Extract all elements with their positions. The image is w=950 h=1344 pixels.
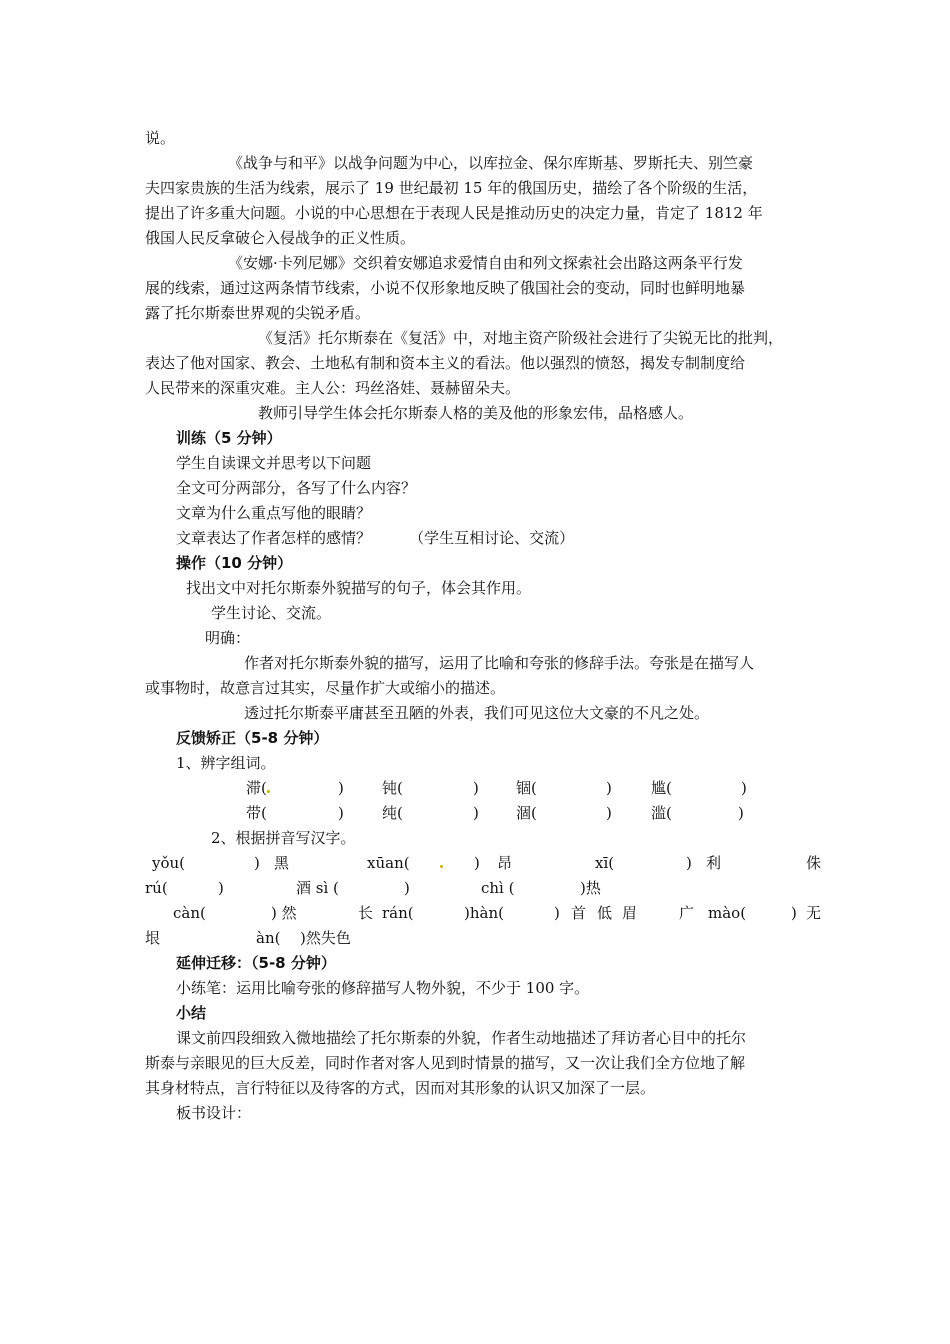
pinyin-row [0, 853, 950, 873]
text-line: 找出文中对托尔斯泰外貌描写的句子，体会其作用。 [186, 579, 532, 597]
text-line: 1、辨字组词。 [176, 754, 276, 772]
section-heading: 反馈矫正（5-8 分钟） [176, 729, 329, 747]
pinyin-item: 昂 [497, 854, 513, 872]
pinyin-item: àn( [256, 929, 281, 947]
pinyin-item: ) [686, 854, 692, 872]
text-line: 作者对托尔斯泰外貌的描写，运用了比喻和夸张的修辞手法。夸张是在描写人 [244, 654, 755, 672]
pinyin-item: ) [404, 879, 410, 897]
pinyin-item: ) 然 [271, 904, 297, 922]
text-line: 夫四家贵族的生活为线索，展示了 19 世纪最初 15 年的俄国历史，描绘了各个阶级的生活， [145, 179, 758, 197]
section-heading: 小结 [176, 1004, 207, 1022]
annotation-dot [440, 865, 443, 868]
word-group-row [0, 803, 950, 823]
pinyin-item: )热 [580, 879, 601, 897]
word-item: ) [473, 804, 479, 822]
text-line: 全文可分两部分，各写了什么内容？ [176, 479, 417, 497]
text-line: 提出了许多重大问题。小说的中心思想在于表现人民是推动历史的决定力量，肯定了 1812 年 [145, 204, 763, 222]
word-item: 锢( [516, 779, 537, 797]
word-item: 钝( [382, 779, 403, 797]
pinyin-item: 酒 sì ( [296, 879, 339, 897]
pinyin-item: ) [254, 854, 260, 872]
section-heading: 延伸迁移：（5-8 分钟） [176, 954, 336, 972]
pinyin-item: 无 [806, 904, 822, 922]
word-item: 尴( [651, 779, 672, 797]
pinyin-item: ) [554, 904, 560, 922]
word-item: 纯( [382, 804, 403, 822]
word-item: 带( [246, 804, 267, 822]
pinyin-item: 侏 [806, 854, 822, 872]
annotation-dot [267, 790, 270, 793]
pinyin-item: 黑 [274, 854, 290, 872]
text-line: 俄国人民反拿破仑入侵战争的正义性质。 [145, 229, 416, 247]
text-line: 《复活》托尔斯泰在《复活》中，对地主资产阶级社会进行了尖锐无比的批判， [258, 329, 784, 347]
text-line: 露了托尔斯泰世界观的尖锐矛盾。 [145, 304, 371, 322]
pinyin-item: 垠 [145, 929, 161, 947]
word-item: 涸( [516, 804, 537, 822]
text-line: 《安娜·卡列尼娜》交织着安娜追求爱情自由和列文探索社会出路这两条平行发 [228, 254, 743, 272]
text-line: 2、根据拼音写汉字。 [211, 829, 356, 847]
word-item: ) [606, 804, 612, 822]
pinyin-item: yǒu( [152, 854, 186, 872]
word-item: ) [738, 804, 744, 822]
pinyin-item: mào( [708, 904, 747, 922]
pinyin-item: ) [218, 879, 224, 897]
pinyin-row [0, 903, 950, 923]
pinyin-row [0, 928, 950, 948]
pinyin-item: rú( [145, 879, 168, 897]
pinyin-item: 广 [679, 904, 695, 922]
pinyin-item: )然失色 [300, 929, 351, 947]
word-item: ) [606, 779, 612, 797]
text-line: 学生讨论、交流。 [211, 604, 332, 622]
text-line: 小练笔：运用比喻夸张的修辞描写人物外貌，不少于 100 字。 [176, 979, 590, 997]
word-item: ) [741, 779, 747, 797]
section-heading: 训练（5 分钟） [176, 429, 282, 447]
text-line: 文章为什么重点写他的眼睛？ [176, 504, 372, 522]
text-line: 明确： [205, 629, 251, 647]
pinyin-item: 眉 [622, 904, 638, 922]
pinyin-item: )hàn( [464, 904, 504, 922]
text-line: 表达了他对国家、教会、土地私有制和资本主义的看法。他以强烈的愤怒，揭发专制制度给 [145, 354, 746, 372]
word-item: ) [473, 779, 479, 797]
text-line: 学生自读课文并思考以下问题 [176, 454, 372, 472]
pinyin-item: 长 [358, 904, 374, 922]
pinyin-item: 利 [706, 854, 722, 872]
pinyin-item: ) [791, 904, 797, 922]
word-item: 滞( [246, 779, 267, 797]
text-line: 斯泰与亲眼见的巨大反差，同时作者对客人见到时情景的描写，又一次让我们全方位地了解 [145, 1054, 746, 1072]
text-line: 透过托尔斯泰平庸甚至丑陋的外表，我们可见这位大文豪的不凡之处。 [244, 704, 710, 722]
pinyin-item: rán( [382, 904, 414, 922]
pinyin-item: xūan( [367, 854, 410, 872]
pinyin-item: 首 [571, 904, 587, 922]
text-line: 板书设计： [176, 1104, 252, 1122]
pinyin-item: ) [474, 854, 480, 872]
text-line: 说。 [145, 129, 176, 147]
section-heading: 操作（10 分钟） [176, 554, 293, 572]
pinyin-item: càn( [173, 904, 206, 922]
text-line: 人民带来的深重灾难。主人公：玛丝洛娃、聂赫留朵夫。 [145, 379, 521, 397]
text-line: 展的线索，通过这两条情节线索，小说不仅形象地反映了俄国社会的变动，同时也鲜明地暴 [145, 279, 746, 297]
word-group-row [0, 778, 950, 798]
word-item: ) [338, 779, 344, 797]
text-line: 其身材特点，言行特征以及待客的方式，因而对其形象的认识又加深了一层。 [145, 1079, 656, 1097]
text-line: 教师引导学生体会托尔斯泰人格的美及他的形象宏伟，品格感人。 [258, 404, 694, 422]
text-line: 文章表达了作者怎样的感情？ （学生互相讨论、交流） [176, 529, 575, 547]
pinyin-row [0, 878, 950, 898]
pinyin-item: chì ( [481, 879, 515, 897]
text-line: 或事物时，故意言过其实，尽量作扩大或缩小的描述。 [145, 679, 506, 697]
word-item: ) [338, 804, 344, 822]
word-item: 滥( [651, 804, 672, 822]
text-line: 课文前四段细致入微地描绘了托尔斯泰的外貌，作者生动地描述了拜访者心目中的托尔 [176, 1029, 747, 1047]
pinyin-item: xī( [595, 854, 615, 872]
text-line: 《战争与和平》以战争问题为中心，以库拉金、保尔库斯基、罗斯托夫、别竺豪 [228, 154, 754, 172]
pinyin-item: 低 [597, 904, 613, 922]
